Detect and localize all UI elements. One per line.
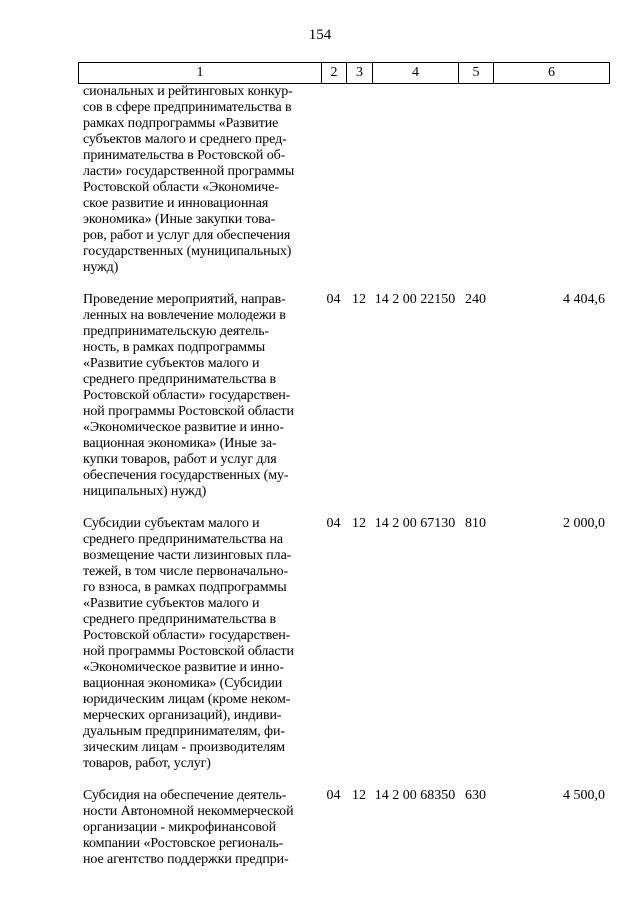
row-amount: 4 500,0 [563, 788, 605, 803]
row-expense-type [458, 84, 493, 276]
table-row [78, 516, 610, 772]
row-amount: 2 000,0 [563, 516, 605, 531]
column-header-4: 4 [373, 63, 459, 83]
table-body [78, 84, 610, 868]
row-description: Субсидия на обеспечение деятель- ности Автономной некоммерческой организации - микрофинансовой компании «Ростовское региональ- ное агентство поддержки предпри- [83, 788, 294, 867]
row-target-article: 14 2 00 68350 [374, 788, 456, 803]
row-section [321, 84, 346, 276]
row-description: сиональных и рейтинговых конкур- сов в сфере предпринимательства в рамках подпрограммы «Развитие субъектов малого и среднего пред- принимательства в Ростовской об- ласти» государственной программы Ростовской области «Экономиче- ское развитие и инновационная экономика» (Иные закупки това- ров, работ и услуг для обеспечения государственных (муниципальных) нужд) [83, 84, 295, 275]
column-header-3: 3 [347, 63, 373, 83]
row-section: 04 [326, 292, 341, 307]
row-subsection: 12 [352, 292, 366, 307]
row-amount: 4 404,6 [563, 292, 605, 307]
row-target-article: 14 2 00 67130 [374, 516, 456, 531]
row-target-article: 14 2 00 22150 [374, 292, 456, 307]
row-expense-type: 630 [465, 788, 486, 803]
row-subsection [346, 84, 372, 276]
row-target-article [372, 84, 458, 276]
row-section: 04 [326, 788, 341, 803]
row-subsection: 12 [352, 516, 366, 531]
row-subsection: 12 [352, 788, 366, 803]
row-amount [493, 84, 610, 276]
table-row [78, 788, 610, 868]
row-section: 04 [326, 516, 341, 531]
table-row [78, 84, 610, 276]
page-number: 154 [308, 27, 332, 43]
row-description: Субсидии субъектам малого и среднего предпринимательства на возмещение части лизинговых пла- тежей, в том числе первоначально- го взноса, в рамках подпрограммы «Развитие субъектов малого и среднего предпринимательства в Ростовской области» государствен- ной программы Ростовской области «Экономическое развитие и инно- вационная экономика» (Субсидии юридическим лицам (кроме неком- мерческих организаций), индиви- дуальным предпринимателям, фи- зическим лицам - производителям товаров, работ, услуг) [83, 516, 294, 771]
column-header-1: 1 [79, 63, 322, 83]
column-header-6: 6 [548, 65, 555, 80]
row-expense-type: 240 [465, 292, 486, 307]
column-header-2: 2 [322, 63, 347, 83]
table-row [78, 292, 610, 500]
row-expense-type: 810 [465, 516, 486, 531]
table-header [78, 62, 610, 84]
column-header-5: 5 [459, 63, 494, 83]
row-description: Проведение мероприятий, направ- ленных на вовлечение молодежи в предпринимательскую деятель- ность, в рамках подпрограммы «Развитие субъектов малого и среднего предпринимательства в Ростовской области» государствен- ной программы Ростовской области «Экономическое развитие и инно- вационная экономика» (Иные за- купки товаров, работ и услуг для обеспечения государственных (му- ниципальных) нужд) [83, 292, 294, 499]
